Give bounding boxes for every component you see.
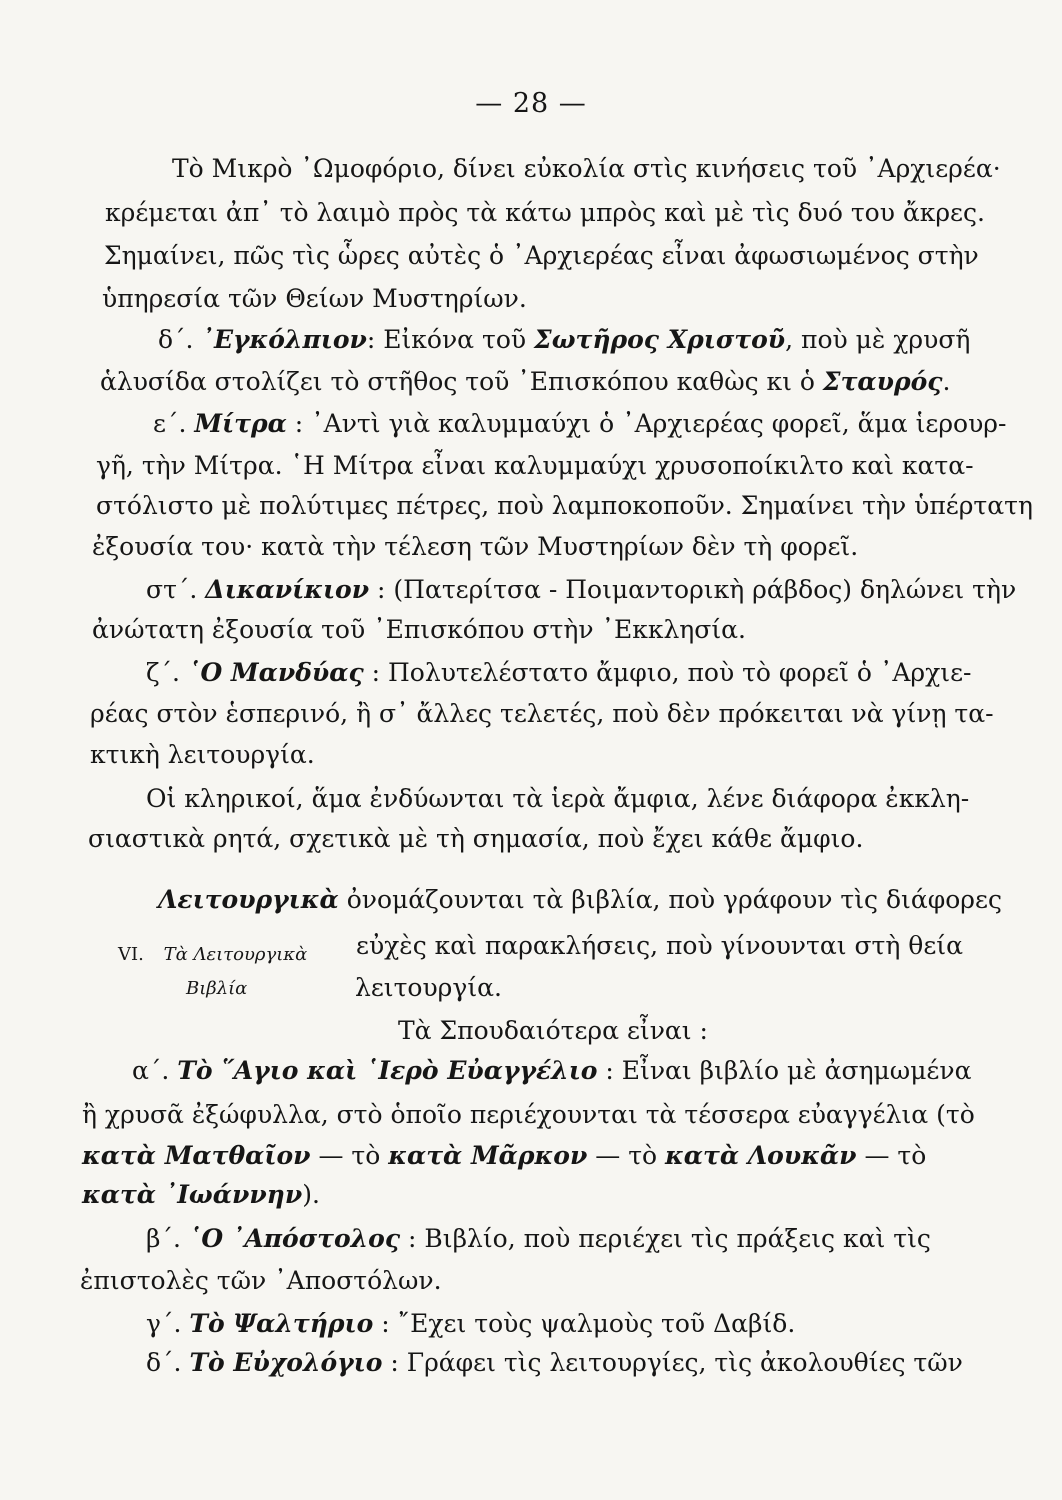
text-line [146,573,1016,607]
text-segment: : Εἰκόνα τοῦ [366,325,535,354]
text-segment: ὑπηρεσία τῶν Θείων Μυστηρίων. [102,284,527,313]
text-line [146,1346,963,1380]
text-line [102,282,527,316]
emphasis-term: Τὸ Εὐχολόγιο [189,1348,383,1377]
text-segment: : Βιβλίο, ποὺ περιέχει τὶς πράξεις καὶ τὶς [400,1224,931,1253]
text-segment: δ΄. [158,325,202,354]
text-segment: κρέμεται ἀπ᾿ τὸ λαιμὸ πρὸς τὰ κάτω μπρὸς καὶ μὲ τὶς δυό του ἄκρες. [105,198,985,227]
text-segment: Τὰ Σπουδαιότερα εἶναι : [398,1016,708,1045]
text-line [92,613,746,647]
text-segment: , ποὺ μὲ χρυσῆ [785,325,971,354]
text-segment: : Εἶναι βιβλίο μὲ ἀσημωμένα [597,1056,972,1085]
text-segment: λειτουργία. [355,973,502,1002]
text-line [356,929,963,963]
text-segment: δ΄. [146,1348,190,1377]
text-segment: γῆ, τὴν Μίτρα. ῾Η Μίτρα εἶναι καλυμμαύχι χρυσοποίκιλτο καὶ κατα- [96,451,974,480]
text-segment: ἁλυσίδα στολίζει τὸ στῆθος τοῦ ᾿Επισκόπου καθὼς κι ὁ [100,367,823,396]
text-line [96,449,974,483]
text-line [80,1264,442,1298]
emphasis-term: κατὰ Μᾶρκον [388,1141,588,1170]
text-segment: ρέας στὸν ἑσπερινό, ἢ σ᾿ ἄλλες τελετές, ποὺ δὲν πρόκειται νὰ γίνῃ τα- [90,699,994,728]
text-line [132,1054,971,1088]
text-segment: στόλιστο μὲ πολύτιμες πέτρες, ποὺ λαμποκοποῦν. Σημαίνει τὴν ὑπέρτατη [96,491,1033,520]
text-line [158,883,1002,917]
text-segment: γ΄. [146,1309,190,1338]
text-segment: — τὸ [856,1141,927,1170]
emphasis-term: ῾Ο Μανδύας [187,658,364,687]
text-segment: ἢ χρυσᾶ ἐξώφυλλα, στὸ ὁποῖο περιέχουνται τὰ τέσσερα εὐαγγέλια (τὸ [82,1100,975,1129]
text-segment: ). [302,1180,320,1209]
text-line [146,1307,795,1341]
emphasis-term: Τὸ ῞Αγιο καὶ ῾Ιερὸ Εὐαγγέλιο [177,1056,598,1085]
text-segment: Σημαίνει, πῶς τὶς ὧρες αὐτὲς ὁ ᾿Αρχιερέας εἶναι ἀφωσιωμένος στὴν [104,241,979,270]
text-line [96,489,1033,523]
text-line [90,697,994,731]
text-line [398,1014,708,1048]
emphasis-term: κατὰ Λουκᾶν [665,1141,857,1170]
text-segment: — τὸ [310,1141,389,1170]
text-segment: . [942,367,951,396]
margin-note-line2: Βιβλία [186,978,248,999]
emphasis-term: ῾Ο ᾿Απόστολος [188,1224,401,1253]
page-number: — 28 — [475,88,587,119]
text-segment: Τὸ Μικρὸ ᾿Ωμοφόριο, δίνει εὐκολία στὶς κινήσεις τοῦ ᾿Αρχιερέα· [172,154,1001,183]
text-line [172,152,1001,186]
emphasis-term: Δικανίκιον [205,575,370,604]
text-segment: : (Πατερίτσα - Ποιμαντορικὴ ράβδος) δηλώνει τὴν [369,575,1017,604]
text-line [82,1178,320,1212]
text-segment: ἀνώτατη ἐξουσία τοῦ ᾿Επισκόπου στὴν ᾿Εκκλησία. [92,615,746,644]
text-segment: α΄. [132,1056,178,1085]
text-line [146,1222,931,1256]
text-line [105,196,985,230]
emphasis-term: Μίτρα [194,409,287,438]
emphasis-term: Σωτῆρος Χριστοῦ [534,325,786,354]
text-segment: : ᾿Αντὶ γιὰ καλυμμαύχι ὁ ᾿Αρχιερέας φορεῖ, ἅμα ἱερουρ- [286,409,1007,438]
text-segment: : Πολυτελέστατο ἄμφιο, ποὺ τὸ φορεῖ ὁ ᾿Αρχιε- [363,658,972,687]
text-segment: Οἱ κληρικοί, ἅμα ἐνδύωνται τὰ ἱερὰ ἄμφια, λένε διάφορα ἐκκλη- [146,784,970,813]
margin-note-title: Τὰ Λειτουργικὰ [163,944,308,965]
emphasis-term: Τὸ Ψαλτήριο [189,1309,374,1338]
text-segment: : ῎Εχει τοὺς ψαλμοὺς τοῦ Δαβίδ. [373,1309,796,1338]
emphasis-term: κατὰ ᾿Ιωάννην [82,1180,303,1209]
text-segment: ἐπιστολὲς τῶν ᾿Αποστόλων. [80,1266,442,1295]
margin-note [118,944,307,965]
text-line [355,971,502,1005]
emphasis-term: ᾿Εγκόλπιον [201,325,367,354]
text-segment: στ΄. [146,575,206,604]
text-line [104,239,979,273]
text-line [153,407,1006,441]
text-segment: κτικὴ λειτουργία. [90,740,315,769]
text-line [146,656,971,690]
emphasis-term: κατὰ Ματθαῖον [82,1141,311,1170]
text-line [158,323,970,357]
text-segment: ζ΄. [146,658,188,687]
text-segment: : Γράφει τὶς λειτουργίες, τὶς ἀκολουθίες τῶν [382,1348,963,1377]
text-line [82,1139,926,1173]
text-segment: — τὸ [587,1141,666,1170]
text-segment: εὐχὲς καὶ παρακλήσεις, ποὺ γίνουνται στὴ θεία [356,931,963,960]
text-segment: ἐξουσία του· κατὰ τὴν τέλεση τῶν Μυστηρίων δὲν τὴ φορεῖ. [92,532,859,561]
text-line [146,782,969,816]
emphasis-term: Λειτουργικὰ [158,885,339,914]
text-line [82,1098,975,1132]
text-segment: β΄. [146,1224,189,1253]
text-line [90,738,315,772]
text-line [100,365,950,399]
text-segment: ὀνομάζουνται τὰ βιβλία, ποὺ γράφουν τὶς διάφορες [338,885,1002,914]
text-line [88,822,863,856]
emphasis-term: Σταυρός [822,367,943,396]
text-segment: σιαστικὰ ρητά, σχετικὰ μὲ τὴ σημασία, ποὺ ἔχει κάθε ἄμφιο. [88,824,864,853]
margin-note-number: VI. [118,944,144,965]
text-segment: ε΄. [153,409,195,438]
text-line [92,530,858,564]
